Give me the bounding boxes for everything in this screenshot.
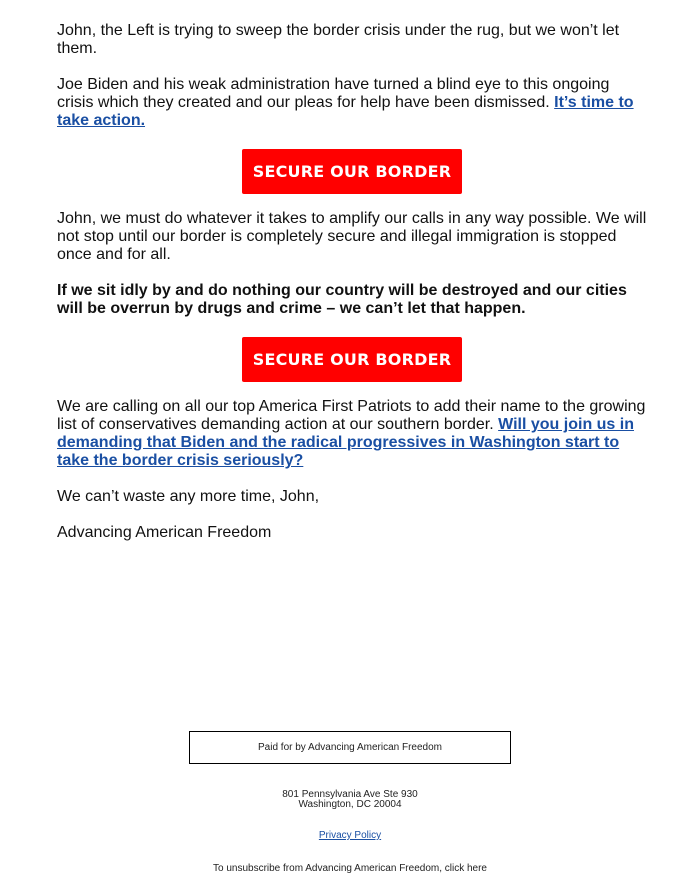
join-us-link[interactable]: Will you join us in demanding that Biden and the radical progressives in Washington start to take the border crisis seriously? xyxy=(57,416,634,469)
paragraph-warning: If we sit idly by and do nothing our country will be destroyed and our cities will be overrun by drugs and crime – we can’t let that happen. xyxy=(57,282,627,317)
paragraph-closing: We can’t waste any more time, John, xyxy=(57,488,320,505)
mailing-address xyxy=(0,790,700,810)
paid-for-disclaimer: Paid for by Advancing American Freedom xyxy=(189,731,511,764)
button-row-1 xyxy=(57,149,647,194)
address-line-2: Washington, DC 20004 xyxy=(298,799,402,810)
paragraph-patriots-text: We are calling on all our top America First Patriots to add their name to the growing list of conservatives demanding action at our southern border. xyxy=(57,398,646,433)
address-line-1: 801 Pennsylvania Ave Ste 930 xyxy=(282,789,418,800)
paragraph-biden xyxy=(57,76,647,130)
signature: Advancing American Freedom xyxy=(57,524,272,541)
paragraph-amplify: John, we must do whatever it takes to amplify our calls in any way possible. We will not stop until our border is completely secure and illegal immigration is stopped once and for all. xyxy=(57,210,647,263)
take-action-link[interactable]: It’s time to take action. xyxy=(57,94,634,129)
unsubscribe-link[interactable]: To unsubscribe from Advancing American Freedom, click here xyxy=(212,863,487,874)
paragraph-biden-text: Joe Biden and his weak administration have turned a blind eye to this ongoing crisis which they created and our pleas for help have been dismissed. xyxy=(57,76,610,111)
email-footer xyxy=(0,731,700,874)
secure-border-button-2[interactable]: SECURE OUR BORDER xyxy=(242,337,462,382)
secure-border-button-1[interactable]: SECURE OUR BORDER xyxy=(242,149,462,194)
button-row-2 xyxy=(57,337,647,382)
paragraph-intro: John, the Left is trying to sweep the border crisis under the rug, but we won’t let them. xyxy=(57,22,620,57)
email-body xyxy=(57,22,647,542)
paragraph-patriots xyxy=(57,398,647,470)
privacy-policy-link[interactable]: Privacy Policy xyxy=(318,830,382,841)
